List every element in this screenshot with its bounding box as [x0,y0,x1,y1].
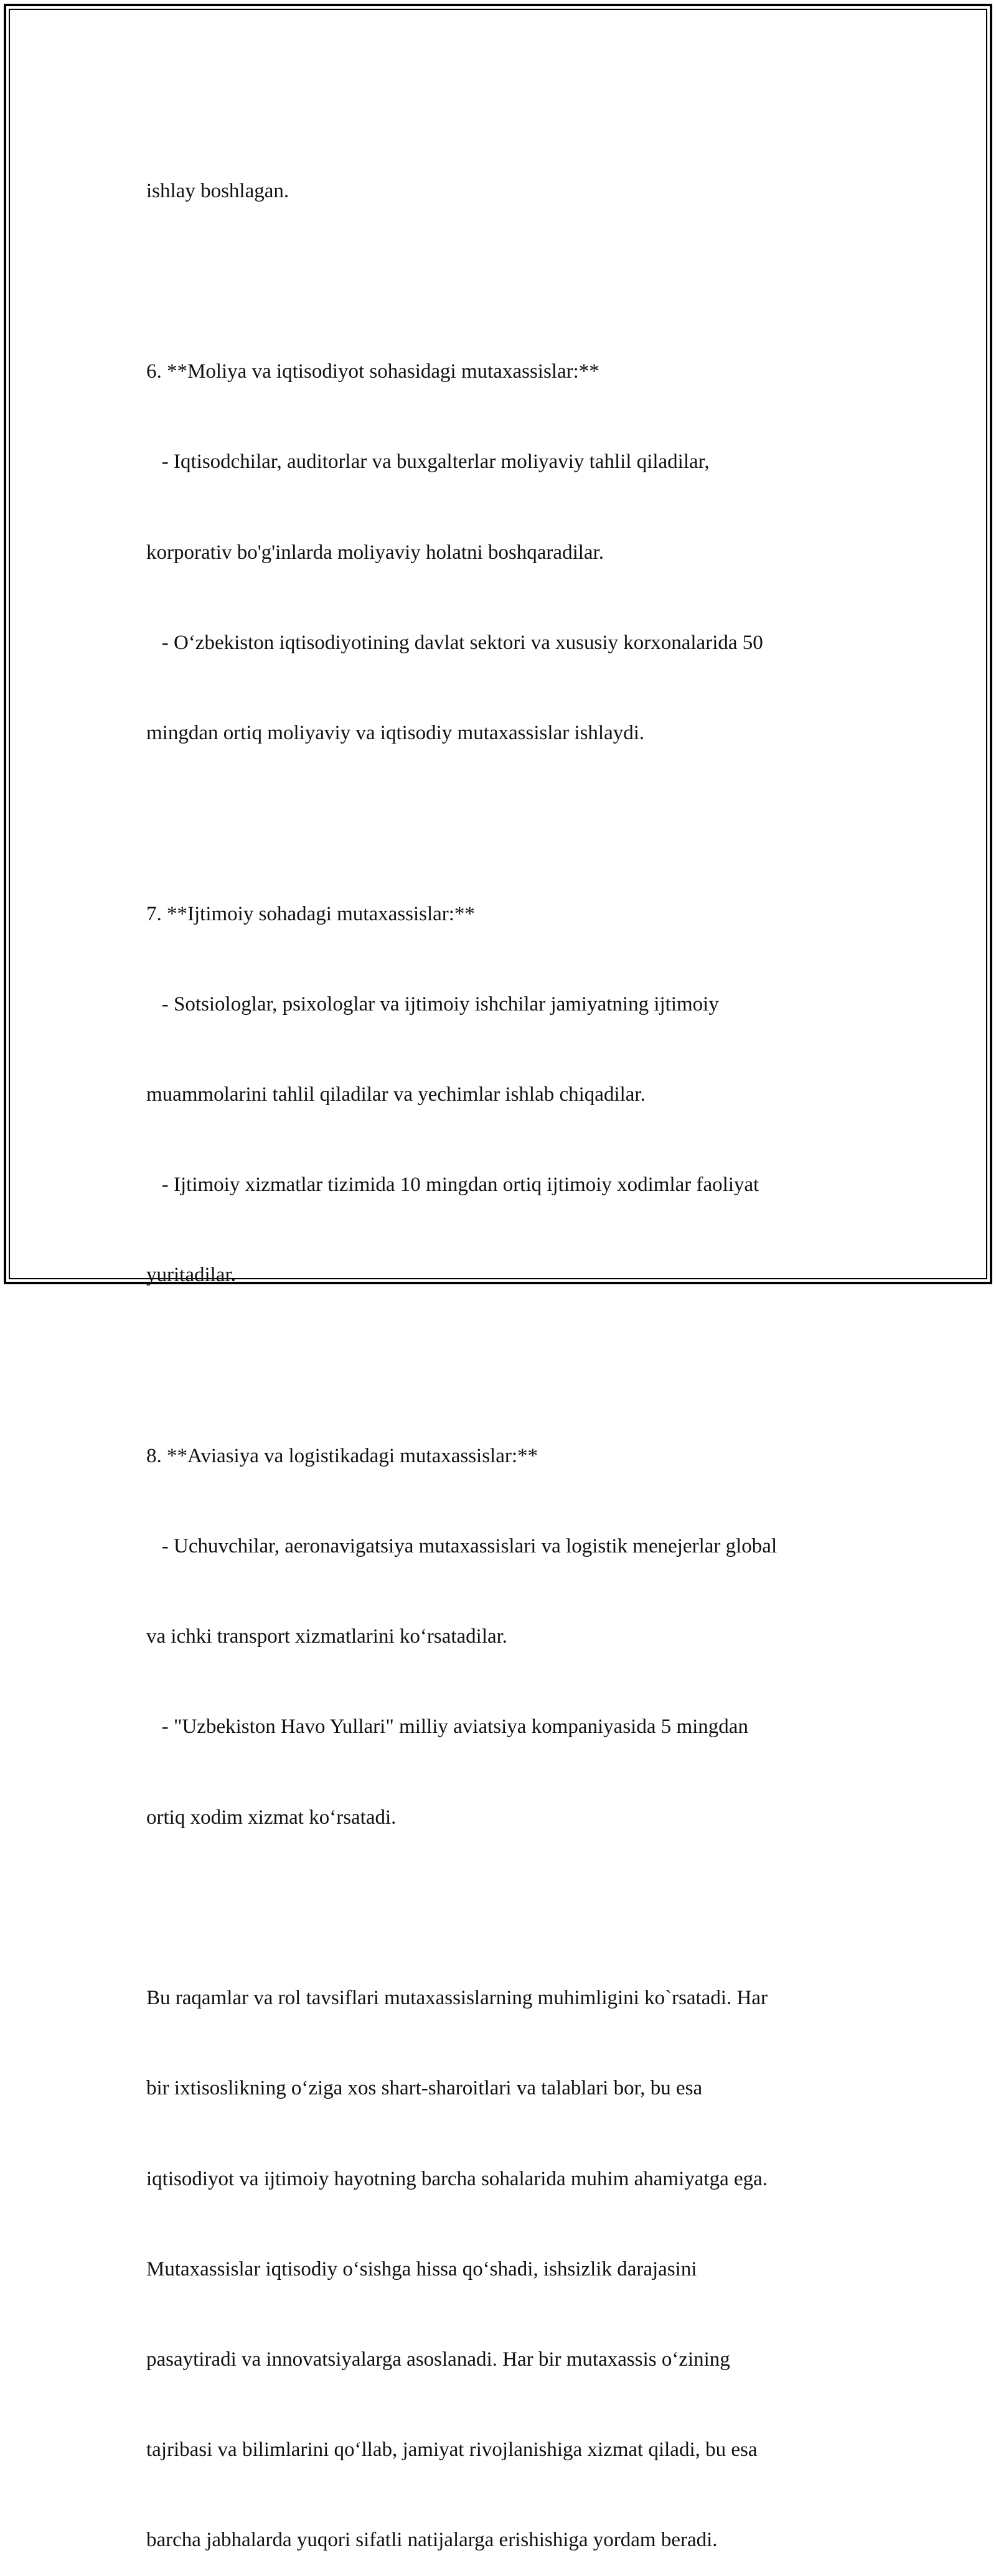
text-line: va ichki transport xizmatlarini ko‘rsatadilar. [146,1625,508,1648]
text-line: - Sotsiologlar, psixologlar va ijtimoiy ishchilar jamiyatning ijtimoiy [146,992,719,1015]
blank-line [146,1893,862,1923]
text-line: - "Uzbekiston Havo Yullari" milliy aviatsiya kompaniyasida 5 mingdan [146,1715,748,1738]
text-line: - Uchuvchilar, aeronavigatsiya mutaxassislari va logistik menejerlar global [146,1535,778,1558]
section-heading-7: 7. **Ijtimoiy sohadagi mutaxassislar:** [146,902,475,925]
conclusion-line: barcha jabhalarda yuqori sifatli natijalarga erishishiga yordam beradi. [146,2529,718,2552]
conclusion-line: Bu raqamlar va rol tavsiflari mutaxassislarning muhimligini ko`rsatadi. Har [146,1987,768,2010]
section-heading-6: 6. **Moliya va iqtisodiyot sohasidagi mutaxassislar:** [146,360,599,383]
text-line: - O‘zbekiston iqtisodiyotining davlat sektori va xususiy korxonalarida 50 [146,631,763,654]
blank-line [146,1351,862,1381]
document-body [146,116,862,2576]
text-line: ortiq xodim xizmat ko‘rsatadi. [146,1806,397,1829]
conclusion-line: tajribasi va bilimlarini qo‘llab, jamiyat rivojlanishiga xizmat qiladi, bu esa [146,2438,758,2462]
conclusion-line: Mutaxassislar iqtisodiy o‘sishga hissa qo‘shadi, ishsizlik darajasini [146,2257,697,2280]
conclusion-line: iqtisodiyot va ijtimoiy hayotning barcha sohalarida muhim ahamiyatga ega. [146,2167,768,2190]
text-line: yuritadilar. [146,1264,236,1287]
conclusion-line: pasaytiradi va innovatsiyalarga asoslanadi. Har bir mutaxassis o‘zining [146,2348,730,2371]
text-line: - Ijtimoiy xizmatlar tizimida 10 mingdan ortiq ijtimoiy xodimlar faoliyat [146,1174,759,1197]
conclusion-line: bir ixtisoslikning o‘ziga xos shart-sharoitlari va talablari bor, bu esa [146,2077,703,2100]
text-line: - Iqtisodchilar, auditorlar va buxgalterlar moliyaviy tahlil qiladilar, [146,450,710,474]
blank-line [146,808,862,838]
text-line: korporativ bo'g'inlarda moliyaviy holatni boshqaradilar. [146,541,604,564]
section-heading-8: 8. **Aviasiya va logistikadagi mutaxassislar:** [146,1444,538,1467]
text-line: ishlay boshlagan. [146,179,289,202]
blank-line [146,266,862,296]
text-line: mingdan ortiq moliyaviy va iqtisodiy mutaxassislar ishlaydi. [146,722,645,745]
text-line: muammolarini tahlil qiladilar va yechimlar ishlab chiqadilar. [146,1083,646,1106]
